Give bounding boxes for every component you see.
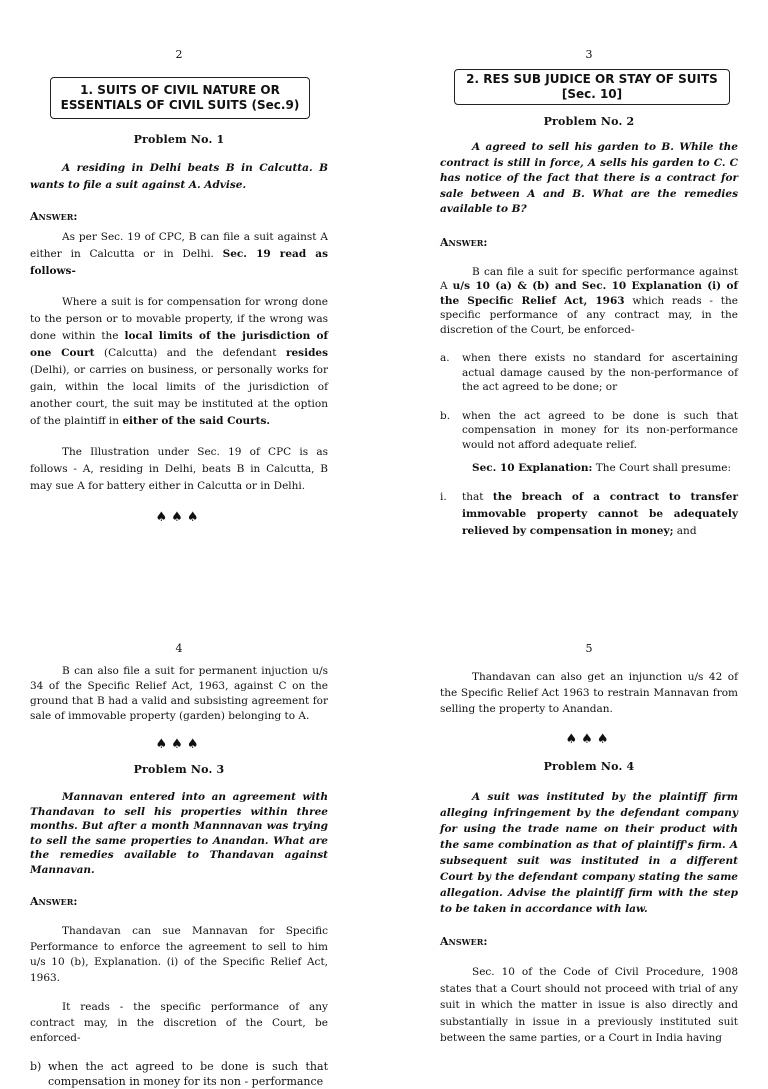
chapter-heading: 1. SUITS OF CIVIL NATURE OR ESSENTIALS OF CIVIL SUITS (Sec.9): [50, 77, 310, 119]
page-5: [440, 640, 738, 1047]
problem-question: Mannavan entered into an agreement with Thandavan to sell his properties within three months. But after a month Mannnavan was trying to sell the same properties to Anandan. What are the remedies available to Thandavan against Mannavan.: [30, 791, 328, 876]
answer-label: Answer:: [440, 935, 488, 948]
list-item: i. that the breach of a contract to transfer immovable property cannot be adequately relieved by compensation in money; and: [440, 491, 738, 537]
list-item: b) when the act agreed to be done is such that compensation in money for its non - performance: [30, 1059, 328, 1088]
explanation-line: Sec. 10 Explanation: The Court shall presume:: [472, 462, 732, 474]
section-divider: ♠♠♠: [565, 732, 613, 747]
list-item: b. when the act agreed to be done is such that compensation in money for its non-performance would not afford adequate relief.: [440, 409, 738, 451]
problem-label: Problem No. 1: [133, 133, 225, 146]
problem-question: A residing in Delhi beats B in Calcutta. B wants to file a suit against A. Advise.: [30, 162, 328, 191]
section-divider: ♠♠♠: [155, 510, 203, 525]
answer-label: Answer:: [30, 210, 78, 223]
answer-paragraph: It reads - the specific performance of any contract may, in the discretion of the Court, be enforced-: [30, 1001, 328, 1044]
answer-paragraph: B can file a suit for specific performance against A u/s 10 (a) & (b) and Sec. 10 Explanation (i) of the Specific Relief Act, 1963 which reads - the specific performance of any contract may, in the discretion of the Court, be enforced-: [440, 265, 739, 336]
page-4: [30, 640, 328, 1089]
problem-question: A suit was instituted by the plaintiff firm alleging infringement by the defendant company for using the trade name on their product with the same combination as that of plaintiff's firm. A subsequent suit was instituted in a different Court by the defendant company stating the same allegation. Advise the plaintiff firm with the step to be taken in accordance with law.: [440, 791, 738, 915]
answer-paragraph: Where a suit is for compensation for wrong done to the person or to movable property, if the wrong was done within the local limits of the jurisdiction of one Court (Calcutta) and the defendant resides (Delhi), or carries on business, or personally works for gain, within the local limits of the jurisdiction of another court, the suit may be instituted at the option of the plaintiff in either of the said Courts.: [30, 296, 329, 427]
page-number: 5: [585, 642, 593, 655]
page-number: 4: [175, 642, 183, 655]
problem-label: Problem No. 4: [543, 760, 635, 773]
continued-paragraph: Thandavan can also get an injunction u/s 42 of the Specific Relief Act 1963 to restrain Mannavan from selling the property to Anandan.: [440, 671, 738, 715]
problem-label: Problem No. 2: [543, 115, 635, 128]
problem-label: Problem No. 3: [133, 763, 225, 776]
page-number: 3: [585, 48, 593, 61]
list-item: a. when there exists no standard for ascertaining actual damage caused by the non-performance of the act agreed to be done; or: [440, 352, 738, 393]
page-number: 2: [175, 48, 183, 61]
answer-paragraph: Thandavan can sue Mannavan for Specific Performance to enforce the agreement to sell to him u/s 10 (b), Explanation. (i) of the Specific Relief Act, 1963.: [30, 925, 328, 984]
chapter-heading: 2. RES SUB JUDICE OR STAY OF SUITS [Sec. 10]: [454, 69, 730, 105]
problem-question: A agreed to sell his garden to B. While the contract is still in force, A sells his garden to C. C has notice of the fact that there is a contract for sale between A and B. What are the remedies available to B?: [440, 141, 738, 215]
section-divider: ♠♠♠: [155, 737, 203, 752]
illustration-paragraph: The Illustration under Sec. 19 of CPC is as follows - A, residing in Delhi, beats B in Calcutta, B may sue A for battery either in Calcutta or in Delhi.: [30, 446, 328, 492]
answer-label: Answer:: [440, 235, 488, 249]
page-2: [30, 46, 328, 526]
answer-paragraph: As per Sec. 19 of CPC, B can file a suit against A either in Calcutta or in Delhi. Sec. 19 read as follows-: [30, 231, 328, 277]
page-3: [440, 46, 738, 540]
continued-paragraph: B can also file a suit for permanent injuction u/s 34 of the Specific Relief Act, 1963, against C on the ground that B had a valid and subsisting agreement for sale of immovable property (garden) belonging to A.: [30, 665, 328, 722]
answer-paragraph: Sec. 10 of the Code of Civil Procedure, 1908 states that a Court should not proceed with trial of any suit in which the matter in issue is also directly and substantially in issue in a previously instituted suit between the same parties, or a Court in India having: [440, 966, 738, 1044]
answer-label: Answer:: [30, 895, 78, 908]
